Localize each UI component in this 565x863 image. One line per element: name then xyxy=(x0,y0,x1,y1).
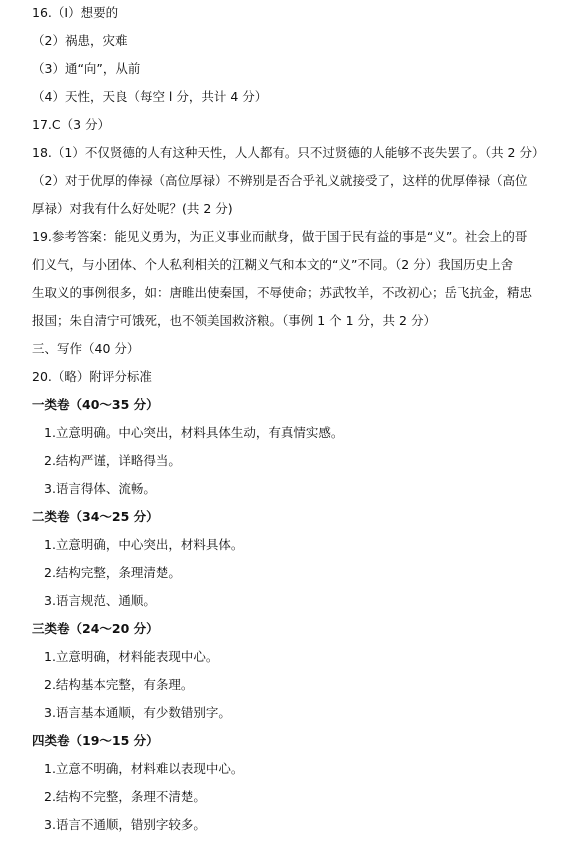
answer-20: 20.（略）附评分标准 xyxy=(32,369,152,384)
grade-1-item-3: 3.语言得体、流畅。 xyxy=(44,481,156,496)
grade-4-heading: 四类卷（19～15 分） xyxy=(32,733,159,748)
answer-19-line1: 19.参考答案：能见义勇为，为正义事业而献身，做于国于民有益的事是“义”。社会上的哥 xyxy=(32,229,528,244)
answer-16-3: （3）通“向”，从前 xyxy=(32,61,141,76)
grade-4-item-1: 1.立意不明确，材料难以表现中心。 xyxy=(44,761,244,776)
grade-3-item-3: 3.语言基本通顺，有少数错别字。 xyxy=(44,705,231,720)
grade-1-heading: 一类卷（40～35 分） xyxy=(32,397,159,412)
grade-3-heading: 三类卷（24～20 分） xyxy=(32,621,159,636)
grade-2-item-1: 1.立意明确，中心突出，材料具体。 xyxy=(44,537,244,552)
grade-1-item-1: 1.立意明确。中心突出，材料具体生动，有真情实感。 xyxy=(44,425,344,440)
answer-16-2: （2）祸患，灾难 xyxy=(32,33,128,48)
grade-1-item-2: 2.结构严谨，详略得当。 xyxy=(44,453,181,468)
answer-18-1: 18.（1）不仅贤德的人有这种天性，人人都有。只不过贤德的人能够不丧失罢了。（共 2 分） xyxy=(32,145,545,160)
answer-16-1: 16.（I）想要的 xyxy=(32,5,119,20)
grade-2-item-2: 2.结构完整，条理清楚。 xyxy=(44,565,181,580)
answer-19-line3: 生取义的事例很多，如：唐睢出使秦国，不辱使命；苏武牧羊，不改初心；岳飞抗金，精忠 xyxy=(32,285,533,300)
answer-16-4: （4）天性，天良（每空 l 分，共计 4 分） xyxy=(32,89,268,104)
answer-18-2-line2: 厚禄）对我有什么好处呢？(共 2 分) xyxy=(32,201,233,216)
grade-4-item-3: 3.语言不通顺，错别字较多。 xyxy=(44,817,206,832)
answer-18-2-line1: （2）对于优厚的俸禄（高位厚禄）不辨别是否合乎礼义就接受了，这样的优厚俸禄（高位 xyxy=(32,173,528,188)
grade-4-item-2: 2.结构不完整，条理不清楚。 xyxy=(44,789,206,804)
section-writing-heading: 三、写作（40 分） xyxy=(32,341,140,356)
grade-2-item-3: 3.语言规范、通顺。 xyxy=(44,593,156,608)
grade-3-item-2: 2.结构基本完整，有条理。 xyxy=(44,677,194,692)
answer-19-line2: 们义气，与小团体、个人私利相关的江糊义气和本文的“义”不同。（2 分）我国历史上舍 xyxy=(32,257,514,272)
answer-17: 17.C（3 分） xyxy=(32,117,111,132)
grade-3-item-1: 1.立意明确，材料能表现中心。 xyxy=(44,649,219,664)
answer-19-line4: 报国；朱自清宁可饿死，也不领美国救济粮。（事例 1 个 1 分，共 2 分） xyxy=(32,313,436,328)
grade-2-heading: 二类卷（34～25 分） xyxy=(32,509,159,524)
